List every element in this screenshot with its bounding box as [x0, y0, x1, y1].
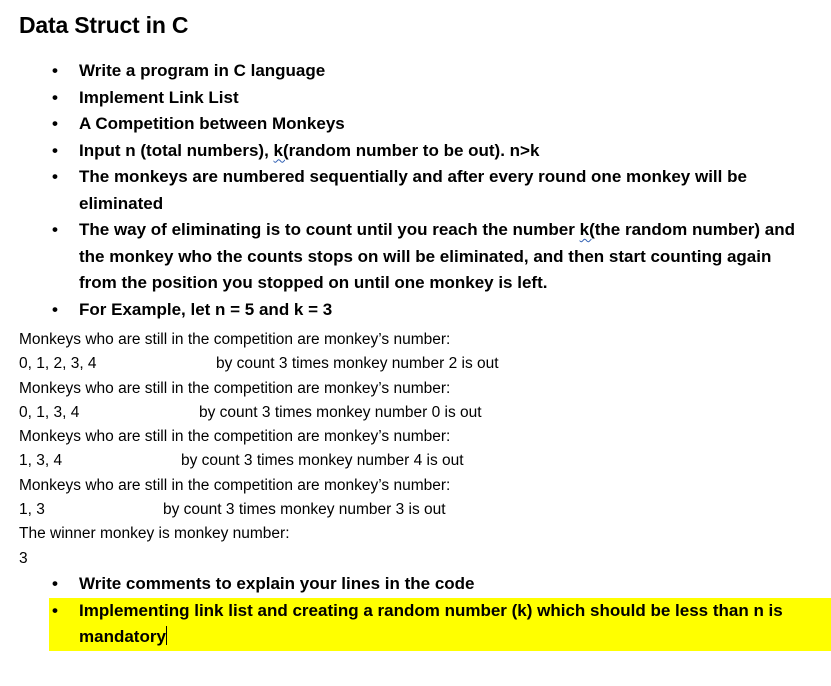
round-result: by count 3 times monkey number 2 is out [216, 355, 499, 373]
bullet-icon: • [52, 140, 58, 160]
list-item-text: random number to be out). n>k [288, 140, 540, 160]
round-result: by count 3 times monkey number 4 is out [181, 452, 464, 470]
bullet-icon: • [52, 114, 58, 133]
bullet-icon: • [52, 574, 58, 593]
round-result: by count 3 times monkey number 0 is out [199, 403, 482, 421]
remaining-monkeys: 0, 1, 3, 4 [19, 403, 80, 421]
spellcheck-mark: k( [579, 220, 595, 239]
list-item-text: A Competition between Monkeys [79, 114, 345, 133]
round-header [19, 425, 799, 449]
text-cursor [166, 626, 167, 645]
bullet-icon: • [52, 299, 58, 319]
bullet-icon: • [52, 600, 58, 620]
bullet-icon: • [52, 220, 58, 239]
list-item-text: For Example, let n = 5 and k = 3 [79, 299, 333, 319]
round-header-text: Monkeys who are still in the competition are monkey’s number: [19, 428, 451, 446]
requirements-list [0, 58, 831, 323]
document-title: Data Struct in C [19, 12, 189, 38]
round-row [19, 449, 799, 473]
list-item-text: The way of eliminating is to count until you reach the number [79, 220, 580, 239]
spellcheck-mark: k( [273, 140, 289, 160]
round-header-text: Monkeys who are still in the competition are monkey’s number: [19, 476, 451, 494]
list-item-highlighted [49, 598, 831, 651]
remaining-monkeys: 1, 3, 4 [19, 452, 63, 470]
list-item [0, 217, 831, 297]
round-header-text: Monkeys who are still in the competition are monkey’s number: [19, 379, 451, 397]
round-header [19, 377, 799, 401]
list-item [0, 111, 831, 138]
bullet-icon: • [52, 167, 58, 186]
list-item [0, 164, 831, 217]
winner-label [19, 522, 799, 546]
list-item [0, 138, 831, 165]
round-header-text: Monkeys who are still in the competition are monkey’s number: [19, 331, 451, 348]
list-item [0, 297, 831, 324]
winner-label-text: The winner monkey is monkey number: [19, 525, 290, 543]
winner-value-text: 3 [19, 549, 28, 567]
list-item-text: Implement Link List [79, 87, 239, 107]
list-item-text: Write a program in C language [79, 61, 326, 80]
list-item-text: the random number) and the monkey who the counts stops on will be eliminated, and then start counting again from the position you stopped on until one monkey is left. [79, 220, 795, 292]
round-row [19, 401, 799, 425]
round-row [19, 352, 799, 376]
list-item-text: Input n (total numbers), [79, 140, 274, 160]
list-item [0, 571, 831, 598]
winner-value [19, 547, 799, 571]
round-row [19, 498, 799, 522]
list-item-text: The monkeys are numbered sequentially and after every round one monkey will be eliminated [79, 167, 747, 213]
notes-list [0, 571, 831, 651]
round-header [19, 474, 799, 498]
bullet-icon: • [52, 87, 58, 107]
remaining-monkeys: 0, 1, 2, 3, 4 [19, 355, 97, 373]
list-item [0, 58, 831, 85]
example-section [19, 328, 799, 571]
round-result: by count 3 times monkey number 3 is out [163, 501, 446, 519]
list-item-text: Implementing link list and creating a random number (k) which should be less than n is mandatory [79, 600, 783, 646]
bullet-icon: • [52, 61, 58, 80]
remaining-monkeys: 1, 3 [19, 501, 45, 519]
list-item-text: Write comments to explain your lines in the code [79, 574, 475, 593]
list-item [0, 85, 831, 112]
round-header [19, 328, 799, 352]
